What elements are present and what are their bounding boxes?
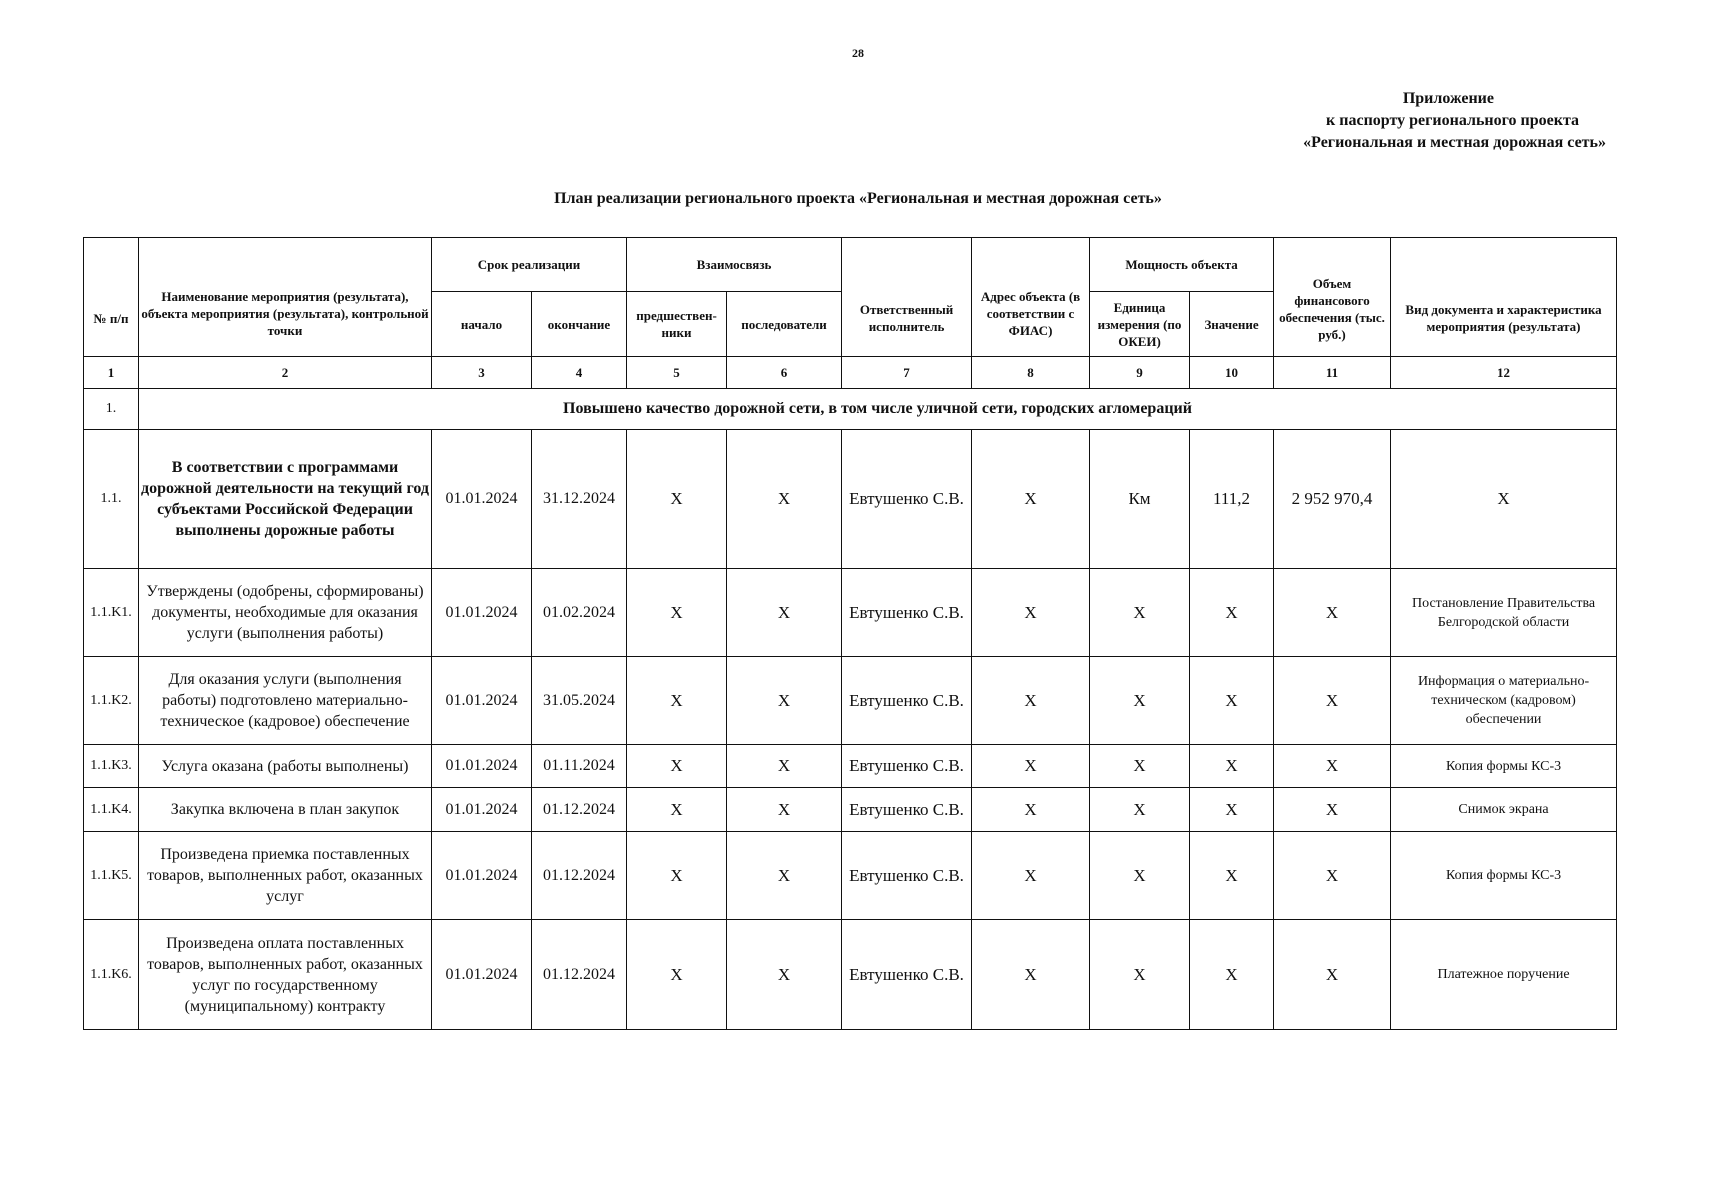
row-start-date: 01.01.2024 [432, 832, 532, 920]
row-value: X [1190, 920, 1274, 1030]
row-unit: X [1090, 745, 1190, 788]
table-row [84, 745, 1617, 788]
row-num: 1.1.K4. [84, 788, 139, 832]
page-number: 28 [852, 46, 864, 60]
column-number: 12 [1391, 357, 1617, 389]
row-start-date: 01.01.2024 [432, 657, 532, 745]
row-successors: X [727, 745, 842, 788]
header-relation: Взаимосвязь [627, 238, 842, 292]
row-predecessors: X [627, 832, 727, 920]
row-value: X [1190, 832, 1274, 920]
table-row [84, 430, 1617, 569]
row-predecessors: X [627, 569, 727, 657]
row-predecessors: X [627, 788, 727, 832]
row-funding: X [1274, 745, 1391, 788]
header-address: Адрес объекта (в соответствии с ФИАС) [972, 238, 1090, 357]
row-num: 1.1.K6. [84, 920, 139, 1030]
row-successors: X [727, 788, 842, 832]
header-funding: Объем финансового обеспечения (тыс. руб.) [1274, 238, 1391, 357]
row-name: Произведена оплата поставленных товаров, выполненных работ, оказанных услуг по государственному (муниципальному) контракту [139, 920, 432, 1030]
header-capacity: Мощность объекта [1090, 238, 1274, 292]
row-start-date: 01.01.2024 [432, 920, 532, 1030]
row-address: X [972, 430, 1090, 569]
header-num: № п/п [84, 238, 139, 357]
appendix-line-2: «Региональная и местная дорожная сеть» [1303, 134, 1606, 151]
row-name: Произведена приемка поставленных товаров, выполненных работ, оказанных услуг [139, 832, 432, 920]
row-end-date: 31.05.2024 [532, 657, 627, 745]
header-predecessors: предшествен-ники [627, 292, 727, 357]
row-executor: Евтушенко С.В. [842, 920, 972, 1030]
table-row [84, 832, 1617, 920]
row-funding: 2 952 970,4 [1274, 430, 1391, 569]
row-funding: X [1274, 569, 1391, 657]
row-doc: Постановление Правительства Белгородской области [1391, 569, 1617, 657]
row-successors: X [727, 657, 842, 745]
row-successors: X [727, 569, 842, 657]
row-doc: Информация о материально-техническом (кадровом) обеспечении [1391, 657, 1617, 745]
row-executor: Евтушенко С.В. [842, 832, 972, 920]
table-row [84, 569, 1617, 657]
row-address: X [972, 832, 1090, 920]
row-predecessors: X [627, 920, 727, 1030]
plan-table [83, 237, 1617, 1030]
appendix-block [1303, 88, 1606, 154]
header-executor: Ответственный исполнитель [842, 238, 972, 357]
column-number: 2 [139, 357, 432, 389]
row-value: 111,2 [1190, 430, 1274, 569]
column-number: 6 [727, 357, 842, 389]
header-doc-type: Вид документа и характеристика мероприятия (результата) [1391, 238, 1617, 357]
row-value: X [1190, 788, 1274, 832]
row-address: X [972, 920, 1090, 1030]
appendix-line-1: к паспорту регионального проекта [1326, 112, 1579, 129]
plan-title: План реализации регионального проекта «Региональная и местная дорожная сеть» [554, 190, 1162, 207]
row-unit: X [1090, 657, 1190, 745]
row-successors: X [727, 920, 842, 1030]
header-unit: Единица измерения (по ОКЕИ) [1090, 292, 1190, 357]
column-number-row [84, 357, 1617, 389]
row-num: 1.1.K1. [84, 569, 139, 657]
section-num: 1. [84, 389, 139, 430]
row-num: 1.1.K2. [84, 657, 139, 745]
table-row [84, 788, 1617, 832]
row-name: Закупка включена в план закупок [139, 788, 432, 832]
row-executor: Евтушенко С.В. [842, 569, 972, 657]
appendix-title: Приложение [1402, 90, 1494, 107]
column-number: 5 [627, 357, 727, 389]
section-row [84, 389, 1617, 430]
row-unit: X [1090, 788, 1190, 832]
row-name: Услуга оказана (работы выполнены) [139, 745, 432, 788]
row-num: 1.1.K3. [84, 745, 139, 788]
column-number: 11 [1274, 357, 1391, 389]
column-number: 1 [84, 357, 139, 389]
row-unit: X [1090, 832, 1190, 920]
row-start-date: 01.01.2024 [432, 569, 532, 657]
row-end-date: 01.11.2024 [532, 745, 627, 788]
row-end-date: 01.02.2024 [532, 569, 627, 657]
row-address: X [972, 788, 1090, 832]
row-value: X [1190, 657, 1274, 745]
row-unit: Км [1090, 430, 1190, 569]
column-number: 10 [1190, 357, 1274, 389]
row-num: 1.1.K5. [84, 832, 139, 920]
row-executor: Евтушенко С.В. [842, 430, 972, 569]
row-unit: X [1090, 569, 1190, 657]
header-start: начало [432, 292, 532, 357]
row-doc: Платежное поручение [1391, 920, 1617, 1030]
row-name: В соответствии с программами дорожной деятельности на текущий год субъектами Российской Федерации выполнены дорожные работы [139, 430, 432, 569]
row-end-date: 01.12.2024 [532, 832, 627, 920]
row-address: X [972, 657, 1090, 745]
row-start-date: 01.01.2024 [432, 788, 532, 832]
section-title: Повышено качество дорожной сети, в том числе уличной сети, городских агломераций [139, 389, 1617, 430]
row-value: X [1190, 569, 1274, 657]
row-executor: Евтушенко С.В. [842, 788, 972, 832]
row-executor: Евтушенко С.В. [842, 657, 972, 745]
row-funding: X [1274, 920, 1391, 1030]
table-row [84, 657, 1617, 745]
row-successors: X [727, 832, 842, 920]
row-address: X [972, 569, 1090, 657]
row-end-date: 01.12.2024 [532, 788, 627, 832]
header-name: Наименование мероприятия (результата), объекта мероприятия (результата), контрольной точки [139, 238, 432, 357]
column-number: 3 [432, 357, 532, 389]
row-unit: X [1090, 920, 1190, 1030]
row-start-date: 01.01.2024 [432, 430, 532, 569]
column-number: 9 [1090, 357, 1190, 389]
header-end: окончание [532, 292, 627, 357]
row-predecessors: X [627, 745, 727, 788]
header-successors: последователи [727, 292, 842, 357]
row-value: X [1190, 745, 1274, 788]
row-end-date: 31.12.2024 [532, 430, 627, 569]
row-name: Для оказания услуги (выполнения работы) подготовлено материально-техническое (кадровое) обеспечение [139, 657, 432, 745]
row-executor: Евтушенко С.В. [842, 745, 972, 788]
row-predecessors: X [627, 430, 727, 569]
row-doc: X [1391, 430, 1617, 569]
row-funding: X [1274, 788, 1391, 832]
row-address: X [972, 745, 1090, 788]
row-end-date: 01.12.2024 [532, 920, 627, 1030]
header-period: Срок реализации [432, 238, 627, 292]
column-number: 7 [842, 357, 972, 389]
row-funding: X [1274, 657, 1391, 745]
column-number: 4 [532, 357, 627, 389]
row-start-date: 01.01.2024 [432, 745, 532, 788]
row-predecessors: X [627, 657, 727, 745]
column-number: 8 [972, 357, 1090, 389]
row-doc: Копия формы КС-3 [1391, 832, 1617, 920]
row-doc: Снимок экрана [1391, 788, 1617, 832]
row-name: Утверждены (одобрены, сформированы) документы, необходимые для оказания услуги (выполнения работы) [139, 569, 432, 657]
row-funding: X [1274, 832, 1391, 920]
row-num: 1.1. [84, 430, 139, 569]
table-row [84, 920, 1617, 1030]
row-doc: Копия формы КС-3 [1391, 745, 1617, 788]
header-value: Значение [1190, 292, 1274, 357]
row-successors: X [727, 430, 842, 569]
